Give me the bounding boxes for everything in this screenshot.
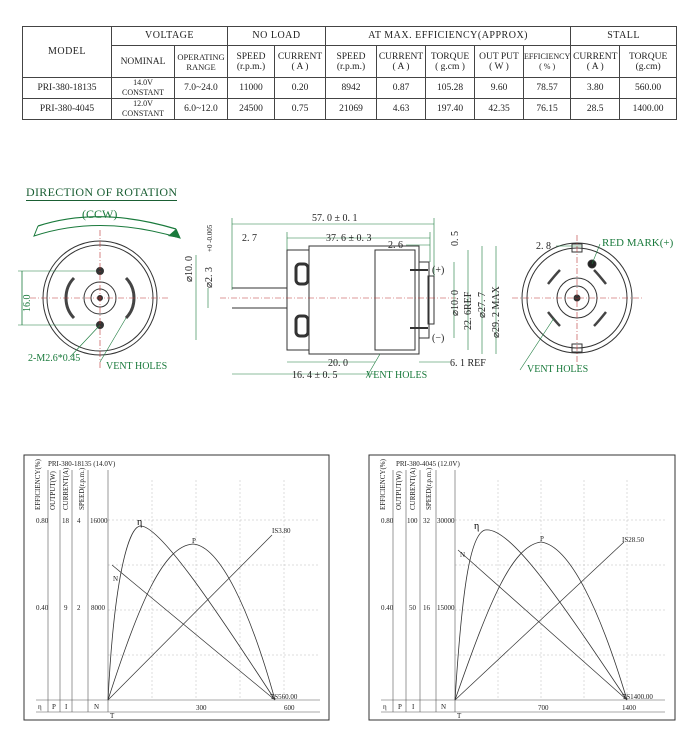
dim-m26: 2-M2.6*0.45 [28,353,81,364]
direction-title: DIRECTION OF ROTATION [26,185,178,199]
cell: 12.0V CONSTANT [112,99,175,120]
chart-2 [369,455,675,720]
chart-1-axis-output: OUTPUT(W) [49,471,57,510]
chart-1-xtick-300: 300 [196,704,207,712]
maxeff-current-col: CURRENT ( A ) [377,46,426,78]
chart-1-out-mid: 9 [64,604,68,612]
cell: PRI-380-4045 [23,99,112,120]
cell: 1400.00 [620,99,677,120]
vent-holes-right: VENT HOLES [527,364,589,375]
chart-1-ts: TS560.00 [270,693,298,701]
maxeff-header: AT MAX. EFFICIENCY(APPROX) [326,27,571,46]
chart-1-spd-mid: 8000 [91,604,105,612]
stall-torque-col: TORQUE (g.cm) [620,46,677,78]
chart-2-axis-output: OUTPUT(W) [395,471,403,510]
cell: 3.80 [571,78,620,99]
chart-1-cur-top: 4 [77,517,81,525]
chart-2-xtick-1400: 1400 [622,704,636,712]
red-mark-label: RED MARK(+) [602,237,674,249]
chart-2-letter-i: I [412,703,415,711]
stall-header: STALL [571,27,677,46]
chart-1-n: N [113,575,119,583]
maxeff-efficiency-col: EFFICIENCY ( % ) [524,46,571,78]
vent-holes-middle: VENT HOLES [366,370,428,381]
chart-1-eta: η [137,517,143,528]
chart-1 [24,455,329,720]
chart-2-n: N [460,551,466,559]
ccw-label: (CCW) [82,207,118,221]
chart-2-spd-top: 30000 [437,517,455,525]
cell: 42.35 [475,99,524,120]
cell: 24500 [228,99,275,120]
operating-range-label: OPERATING RANGE [175,46,228,78]
chart-1-eff-top: 0.80 [36,517,49,525]
chart-1-axis-speed: SPEED(r.p.m.) [78,467,86,510]
chart-2-eff-mid: 0.40 [381,604,394,612]
maxeff-output-col: OUT PUT ( W ) [475,46,524,78]
voltage-header: VOLTAGE [112,27,228,46]
chart-2-axis-speed: SPEED(r.p.m.) [425,467,433,510]
chart-1-spd-top: 16000 [90,517,108,525]
cell: PRI-380-18135 [23,78,112,99]
dim-phi100: ⌀10. 0 [450,289,461,316]
dim-phi23: ⌀2. 3 [204,266,215,288]
chart-2-eff-top: 0.80 [381,517,394,525]
cell: 8942 [326,78,377,99]
dim-phi23-tol: +0 -0.005 [206,224,214,252]
chart-2-t: T [457,712,462,720]
cell: 105.28 [426,78,475,99]
dim-164: 16. 4 ± 0. 5 [292,370,338,381]
chart-1-letter-p: P [52,703,56,711]
chart-2-spd-mid: 15000 [437,604,455,612]
chart-2-eta: η [474,521,480,532]
cell: 0.87 [377,78,426,99]
maxeff-torque-col: TORQUE ( g.cm ) [426,46,475,78]
noload-header: NO LOAD [228,27,326,46]
cell: 4.63 [377,99,426,120]
cell: 6.0~12.0 [175,99,228,120]
chart-1-letter-i: I [65,703,68,711]
chart-1-is: IS3.80 [272,527,291,535]
chart-1-cur-mid: 2 [77,604,81,612]
dim-27: 2. 7 [242,233,257,244]
chart-2-out-mid: 50 [409,604,416,612]
chart-2-out-top: 100 [407,517,418,525]
chart-2-letter-n: N [441,703,447,711]
chart-2-p: P [540,535,544,543]
cell: 0.75 [275,99,326,120]
chart-2-title: PRI-380-4045 (12.0V) [396,460,460,468]
dim-16: 16.0 [22,294,33,312]
chart-1-letter-n: N [94,703,100,711]
chart-1-xtick-600: 600 [284,704,295,712]
cell: 76.15 [524,99,571,120]
cell: 28.5 [571,99,620,120]
chart-2-letter-eta: η [383,703,387,711]
dim-57: 57. 0 ± 0. 1 [312,213,358,224]
chart-2-axis-eff: EFFICIENCY(%) [379,459,387,510]
cell: 14.0V CONSTANT [112,78,175,99]
chart-2-xtick-700: 700 [538,704,549,712]
cell: 11000 [228,78,275,99]
chart-1-title: PRI-380-18135 (14.0V) [48,460,116,468]
chart-1-t: T [110,712,115,720]
stall-current-col: CURRENT ( A ) [571,46,620,78]
side-view [232,246,434,354]
chart-1-axis-eff: EFFICIENCY(%) [34,459,42,510]
chart-1-out-top: 18 [62,517,69,525]
minus-label: (−) [432,333,445,344]
nominal-label: NOMINAL [112,46,175,78]
dim-26: 2. 6 [388,240,403,251]
dim-61: 6. 1 REF [450,358,486,369]
noload-current-col: CURRENT ( A ) [275,46,326,78]
chart-1-letter-eta: η [38,703,42,711]
dim-376: 37. 6 ± 0. 3 [326,233,372,244]
dim-phi10: ⌀10. 0 [184,255,195,282]
dim-28: 2. 8 [536,241,551,252]
chart-2-is: IS28.50 [622,536,644,544]
chart-2-cur-top: 32 [423,517,430,525]
dim-226: 22. 6REF [463,291,474,330]
cell: 9.60 [475,78,524,99]
dim-200: 20. 0 [328,358,348,369]
chart-1-p: P [192,537,196,545]
cell: 21069 [326,99,377,120]
chart-1-axis-current: CURRENT(A) [62,467,70,510]
dim-05: 0. 5 [450,231,461,246]
vent-holes-left: VENT HOLES [106,361,168,372]
dim-277: ⌀27. 7 [477,291,488,318]
cell: 0.20 [275,78,326,99]
maxeff-speed-col: SPEED (r.p.m.) [326,46,377,78]
cell: 78.57 [524,78,571,99]
chart-2-cur-mid: 16 [423,604,430,612]
chart-2-ts: TS1400.00 [622,693,653,701]
dim-292: ⌀29. 2 MAX [491,286,502,338]
noload-speed-col: SPEED (r.p.m.) [228,46,275,78]
chart-2-letter-p: P [398,703,402,711]
cell: 197.40 [426,99,475,120]
cell: 560.00 [620,78,677,99]
cell: 7.0~24.0 [175,78,228,99]
chart-2-axis-current: CURRENT(A) [409,467,417,510]
plus-label: (+) [432,265,445,276]
chart-1-eff-mid: 0.40 [36,604,49,612]
model-header: MODEL [23,27,112,78]
